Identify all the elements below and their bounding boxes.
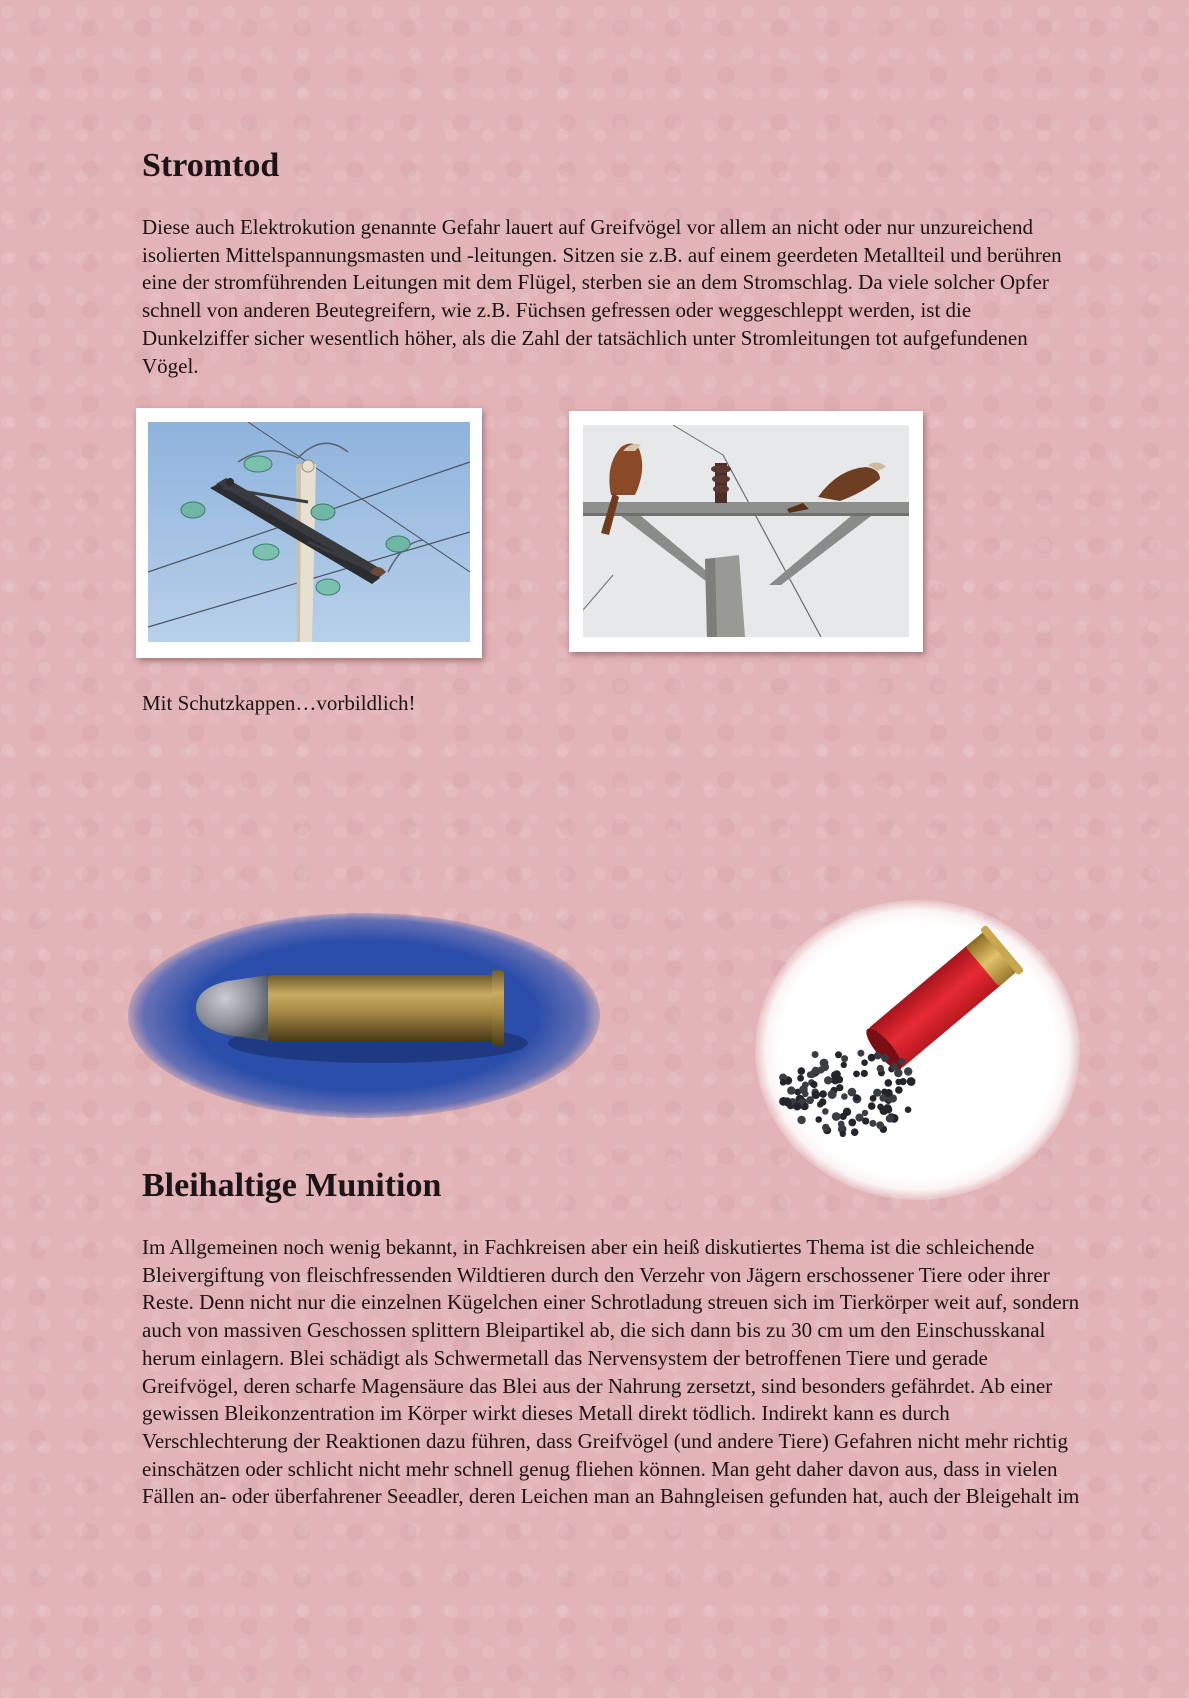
lead-pellet bbox=[876, 1121, 884, 1129]
lead-pellet bbox=[812, 1067, 820, 1075]
lead-pellet bbox=[905, 1106, 912, 1113]
lead-pellet bbox=[870, 1095, 877, 1102]
lead-pellet bbox=[841, 1093, 848, 1100]
lead-pellet bbox=[787, 1086, 795, 1094]
lead-pellet bbox=[810, 1081, 817, 1088]
lead-pellet bbox=[877, 1065, 884, 1072]
lead-pellet bbox=[797, 1075, 804, 1082]
lead-pellet bbox=[869, 1120, 876, 1127]
lead-pellet bbox=[907, 1077, 916, 1086]
lead-pellet bbox=[815, 1116, 822, 1123]
lead-pellet bbox=[784, 1099, 792, 1107]
lead-pellet bbox=[862, 1110, 868, 1116]
lead-pellet bbox=[900, 1078, 907, 1085]
photo-caption: Mit Schutzkappen…vorbildlich! bbox=[142, 691, 416, 715]
lead-pellet bbox=[895, 1086, 903, 1094]
lead-pellet bbox=[898, 1058, 905, 1065]
photo-red-kites-on-pole bbox=[569, 411, 923, 652]
photo-shotgun-shell-pellets bbox=[755, 900, 1080, 1200]
lead-pellet bbox=[822, 1124, 830, 1132]
lead-pellet bbox=[797, 1116, 805, 1124]
lead-pellet bbox=[868, 1054, 876, 1062]
lead-pellet bbox=[793, 1102, 801, 1110]
lead-pellet bbox=[838, 1121, 845, 1128]
lead-pellet bbox=[851, 1128, 859, 1136]
lead-pellet bbox=[861, 1059, 868, 1066]
lead-pellet bbox=[881, 1054, 889, 1062]
lead-pellet bbox=[841, 1062, 847, 1068]
lead-pellet bbox=[824, 1076, 832, 1084]
lead-pellet bbox=[881, 1089, 888, 1096]
lead-pellet bbox=[848, 1088, 857, 1097]
photo-lead-bullet bbox=[128, 913, 600, 1118]
section-paragraph-bleihaltige-munition: Im Allgemeinen noch wenig bekannt, in Fachkreisen aber ein heiß diskutiertes Thema ist die schleichende Bleivergiftung von fleischfressenden Wildtieren durch den Verzehr von Jägern erschossener Tiere oder ihrer Reste. Denn nicht nur die einzelnen Kügelchen einer Schrotladung streuen sich im Tierkörper weit auf, sondern auch von massiven Geschossen splittern Bleipartikel ab, die sich dann bis zu 30 cm um den Einschusskanal herum einlagern. Blei schädigt als Schwermetall das Nervensystem der betroffenen Tiere und gerade Greifvögel, deren scharfe Magensäure das Blei aus der Nahrung zersetzt, sind besonders gefährdet. Ab einer gewissen Bleikonzentration im Körper wirkt dieses Metall direkt tödlich. Indirekt kann es durch Verschlechterung der Reaktionen dazu führen, dass Greifvögel (und andere Tiere) Gefahren nicht mehr richtig einschätzen oder schlicht nicht mehr schnell genug fliehen können. Man geht daher davon aus, dass in vielen Fällen an- oder überfahrener Seeadler, deren Leichen man an Bahngleisen gefunden hat, auch der Bleigehalt im bbox=[142, 1235, 1080, 1509]
lead-pellet bbox=[857, 1050, 864, 1057]
lead-pellet bbox=[891, 1063, 898, 1070]
lead-pellet bbox=[879, 1094, 887, 1102]
lead-pellet bbox=[883, 1104, 891, 1112]
section-heading-bleihaltige-munition: Bleihaltige Munition bbox=[142, 1167, 442, 1204]
lead-pellet bbox=[840, 1131, 846, 1137]
lead-pellet bbox=[828, 1090, 837, 1099]
lead-pellet bbox=[812, 1051, 819, 1058]
lead-pellet bbox=[886, 1115, 894, 1123]
lead-pellet bbox=[868, 1102, 876, 1110]
lead-pellet bbox=[817, 1101, 823, 1107]
lead-pellet bbox=[877, 1104, 884, 1111]
lead-pellet bbox=[853, 1071, 860, 1078]
lead-pellet bbox=[832, 1112, 841, 1121]
lead-pellet bbox=[840, 1113, 847, 1120]
lead-pellet bbox=[780, 1079, 787, 1086]
section-paragraph-stromtod: Diese auch Elektrokution genannte Gefahr lauert auf Greifvögel vor allem an nicht oder nur unzureichend isolierten Mittelspannungsmasten und -leitungen. Sitzen sie z.B. auf einem geerdeten Metallteil und berühren eine der stromführenden Leitungen mit dem Flügel, sterben sie an dem Stromschlag. Da viele solcher Opfer schnell von anderen Beutegreifern, wie z.B. Füchsen gefressen oder weggeschleppt werden, ist die Dunkelziffer sicher wesentlich höher, als die Zahl der tatsächlich unter Stromleitungen tot aufgefundenen Vögel. bbox=[142, 215, 1062, 378]
lead-pellet bbox=[862, 1118, 869, 1125]
section-heading-stromtod: Stromtod bbox=[142, 147, 280, 184]
lead-pellet bbox=[835, 1051, 842, 1058]
lead-pellet bbox=[848, 1119, 856, 1127]
lead-pellet bbox=[798, 1067, 806, 1075]
lead-pellet bbox=[861, 1070, 868, 1077]
lead-pellet bbox=[841, 1055, 848, 1062]
photo-insulated-power-pole bbox=[136, 408, 482, 658]
lead-pellet bbox=[799, 1085, 808, 1094]
lead-pellet bbox=[812, 1091, 820, 1099]
lead-pellet bbox=[819, 1090, 827, 1098]
lead-pellet bbox=[822, 1108, 829, 1115]
lead-pellet bbox=[885, 1079, 893, 1087]
lead-pellet bbox=[904, 1067, 912, 1075]
